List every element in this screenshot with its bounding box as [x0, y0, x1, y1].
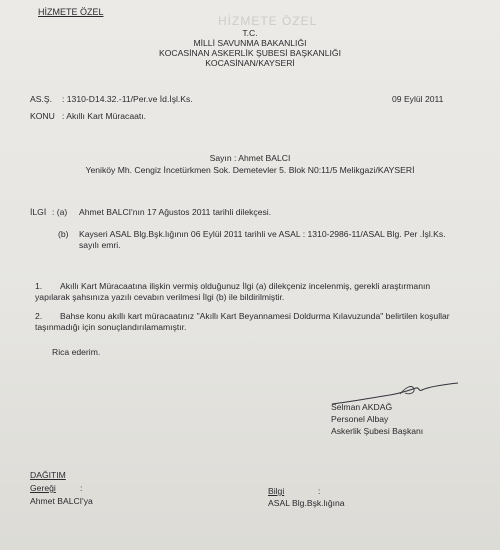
classification-label: HİZMETE ÖZEL	[38, 7, 104, 17]
ilgi-label: İLGİ	[30, 207, 47, 217]
paragraph-number-2: 2.	[35, 311, 43, 321]
ilgi-marker-b: (b)	[58, 229, 69, 239]
subject-text: : Akıllı Kart Müracaatı.	[62, 111, 147, 121]
bilgi-recipient: ASAL Blg.Bşk.lığına	[268, 498, 345, 508]
subject-label: KONU	[30, 111, 55, 121]
signatory-rank: Personel Albay	[331, 414, 389, 424]
document-date: 09 Eylül 2011	[392, 94, 444, 104]
ilgi-item-b: Kayseri ASAL Blg.Bşk.lığının 06 Eylül 2011 tarihli ve ASAL : 1310-2986-11/ASAL Blg. Per .İşl.Ks. sayılı emri.	[79, 229, 446, 250]
header-tc: T.C.	[242, 28, 258, 38]
bilgi-label: Bilgi	[268, 486, 285, 496]
addressee-address: Yeniköy Mh. Cengiz İncetürkmen Sok. Demetevler 5. Blok N0:11/5 Melikgazi/KAYSERİ	[85, 165, 415, 175]
gerekli-label: Gereği	[30, 483, 56, 493]
paragraph-2: Bahse konu akıllı kart müracaatınız "Akıllı Kart Beyannamesi Doldurma Kılavuzunda" belirtilen koşullar taşınmadığı için sonuçlandırılamamıştır.	[35, 311, 450, 332]
paragraph-number-1: 1.	[35, 281, 43, 291]
signatory-name: Selman AKDAĞ	[331, 402, 393, 412]
gerekli-recipient: Ahmet BALCI'ya	[30, 496, 93, 506]
reference-number: : 1310-D14.32.-11/Per.ve İd.İşl.Ks.	[62, 94, 193, 104]
watermark-stamp: HİZMETE ÖZEL	[218, 14, 318, 28]
ilgi-item-a: Ahmet BALCI'nın 17 Ağustos 2011 tarihli dilekçesi.	[79, 207, 272, 217]
bilgi-colon: :	[318, 486, 321, 496]
gerekli-colon: :	[80, 483, 83, 493]
header-location: KOCASİNAN/KAYSERİ	[205, 58, 295, 68]
ilgi-marker-a: : (a)	[52, 207, 68, 217]
closing-text: Rica ederim.	[52, 347, 101, 357]
distribution-label: DAĞITIM	[30, 470, 66, 480]
header-branch: KOCASİNAN ASKERLİK ŞUBESİ BAŞKANLIĞI	[159, 48, 341, 58]
signatory-title: Askerlik Şubesi Başkanı	[331, 426, 424, 436]
addressee-name: Sayın : Ahmet BALCI	[209, 153, 291, 163]
paragraph-1: Akıllı Kart Müracaatına ilişkin vermiş olduğunuz İlgi (a) dilekçeniz incelenmiş, gerekli araştırmanın yapılarak şahsınıza yazılı cevabın verilmesi İlgi (b) ile bildirilmiştir.	[35, 281, 431, 302]
header-ministry: MİLLİ SAVUNMA BAKANLIĞI	[193, 38, 307, 48]
reference-label: AS.Ş.	[30, 94, 52, 104]
